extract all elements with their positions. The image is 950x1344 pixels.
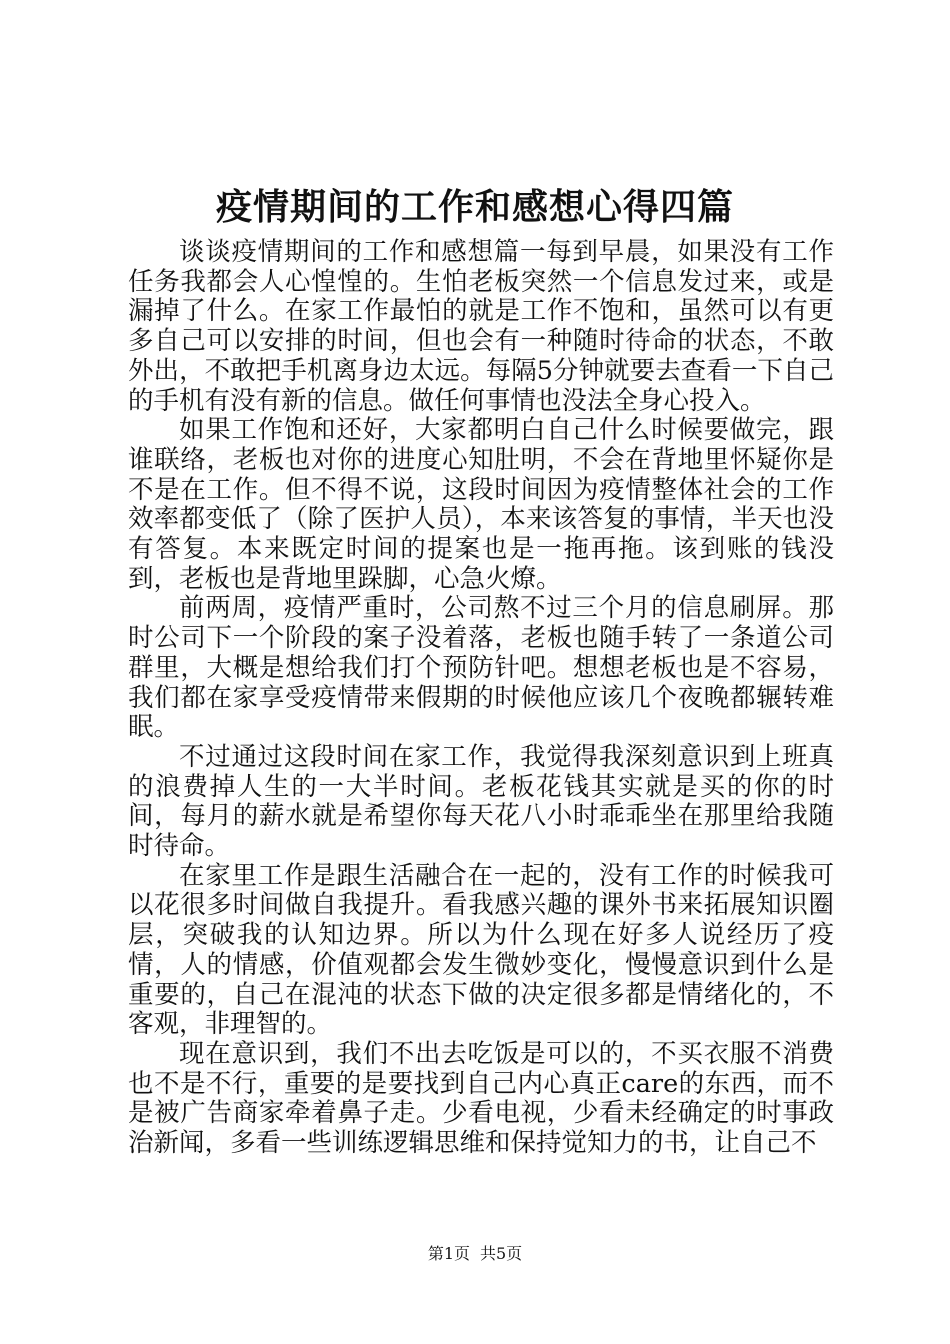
paragraph: 如果工作饱和还好，大家都明白自己什么时候要做完，跟谁联络，老板也对你的进度心知肚明，不会在背地里怀疑你是不是在工作。但不得不说，这段时间因为疫情整体社会的工作效率都变低了（除了医护人员），本来该答复的事情，半天也没有答复。本来既定时间的提案也是一拖再拖。该到账的钱没到，老板也是背地里跺脚，心急火燎。 [128, 415, 834, 594]
document-title: 疫情期间的工作和感想心得四篇 [215, 186, 734, 228]
page-footer [0, 1242, 950, 1266]
paragraph: 现在意识到，我们不出去吃饭是可以的，不买衣服不消费也不是不行，重要的是要找到自己内心真正care的东西，而不是被广告商家牵着鼻子走。少看电视，少看未经确定的时事政治新闻，多看一些训练逻辑思维和保持觉知力的书，让自己不 [128, 1038, 834, 1159]
paragraph: 不过通过这段时间在家工作，我觉得我深刻意识到上班真的浪费掉人生的一大半时间。老板花钱其实就是买的你的时间，每月的薪水就是希望你每天花八小时乖乖坐在那里给我随时待命。 [128, 741, 834, 862]
paragraph: 前两周，疫情严重时，公司熬不过三个月的信息刷屏。那时公司下一个阶段的案子没着落，老板也随手转了一条道公司群里，大概是想给我们打个预防针吧。想想老板也是不容易，我们都在家享受疫情带来假期的时候他应该几个夜晚都辗转难眠。 [128, 593, 834, 743]
document-body [128, 238, 834, 1159]
paragraph: 在家里工作是跟生活融合在一起的，没有工作的时候我可以花很多时间做自我提升。看我感兴趣的课外书来拓展知识圈层，突破我的认知边界。所以为什么现在好多人说经历了疫情，人的情感，价值观都会发生微妙变化，慢慢意识到什么是重要的，自己在混沌的状态下做的决定很多都是情绪化的，不客观，非理智的。 [128, 860, 834, 1040]
page-number: 第1页 [427, 1244, 470, 1263]
paragraph: 谈谈疫情期间的工作和感想篇一每到早晨，如果没有工作任务我都会人心惶惶的。生怕老板突然一个信息发过来，或是漏掉了什么。在家工作最怕的就是工作不饱和，虽然可以有更多自己可以安排的时间，但也会有一种随时待命的状态，不敢外出，不敢把手机离身边太远。每隔5分钟就要去查看一下自己的手机有没有新的信息。做任何事情也没法全身心投入。 [128, 237, 834, 416]
page-total: 共5页 [480, 1244, 523, 1263]
